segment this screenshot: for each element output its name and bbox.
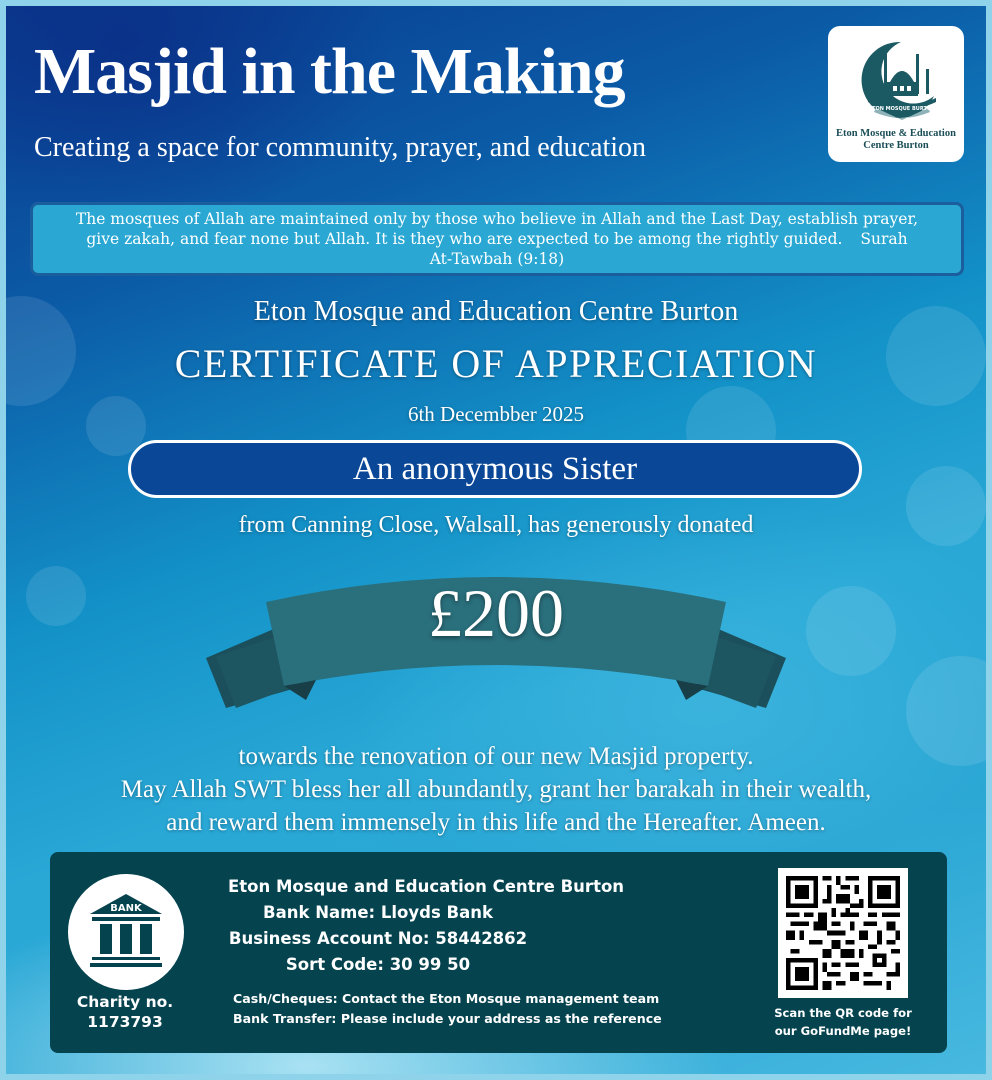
qr-caption-line1: Scan the QR code for xyxy=(774,1006,912,1020)
payment-notes xyxy=(233,989,662,1029)
quote-reference: Surah At-Tawbah (9:18) xyxy=(429,230,908,268)
donor-name: An anonymous Sister xyxy=(128,440,862,498)
charity-number: 1173793 xyxy=(87,1013,163,1031)
transfer-note: Bank Transfer: Please include your address as the reference xyxy=(233,1011,662,1026)
bank-account-info xyxy=(228,874,625,978)
bank-badge xyxy=(68,874,184,990)
qr-caption xyxy=(760,1004,926,1040)
mosque-crescent-book-logo-icon xyxy=(846,34,946,126)
charity-label: Charity no. xyxy=(76,993,174,1011)
cash-note: Cash/Cheques: Contact the Eton Mosque management team xyxy=(233,991,660,1006)
svg-text:BANK: BANK xyxy=(110,903,142,914)
account-number: Business Account No: 58442862 xyxy=(228,929,528,948)
charity-number-block xyxy=(50,992,200,1032)
account-name: Eton Mosque and Education Centre Burton xyxy=(228,877,625,896)
page-title: Masjid in the Making xyxy=(34,35,625,108)
logo-caption-line2: Centre Burton xyxy=(863,140,929,151)
closing-line: and reward them immensely in this life and the Hereafter. Ameen. xyxy=(166,809,826,836)
mosque-logo xyxy=(828,26,964,162)
closing-message xyxy=(6,740,986,839)
page-subtitle: Creating a space for community, prayer, and education xyxy=(34,132,647,163)
bank-details-panel xyxy=(50,852,947,1053)
donor-location-line: from Canning Close, Walsall, has generously donated xyxy=(238,512,754,538)
svg-text:ETON MOSQUE BURTON: ETON MOSQUE BURTON xyxy=(868,106,936,112)
bank-name: Bank Name: Lloyds Bank xyxy=(263,903,493,922)
closing-line: May Allah SWT bless her all abundantly, grant her barakah in their wealth, xyxy=(120,776,872,803)
donation-amount: £200 xyxy=(428,575,564,651)
logo-caption xyxy=(836,128,956,152)
certificate-title: CERTIFICATE OF APPRECIATION xyxy=(174,341,818,386)
bank-icon xyxy=(88,892,164,970)
quote-text: The mosques of Allah are maintained only by those who believe in Allah and the Last Day, establish prayer, give zakah, and fear none but Allah. It is they who are expected to be among the rightly guided. xyxy=(75,210,919,248)
sort-code: Sort Code: 30 99 50 xyxy=(285,955,471,974)
qr-caption-line2: our GoFundMe page! xyxy=(774,1024,912,1038)
certificate-canvas xyxy=(6,6,986,1074)
logo-caption-line1: Eton Mosque & Education xyxy=(836,128,956,139)
quran-quote-box xyxy=(30,202,964,276)
closing-line: towards the renovation of our new Masjid property. xyxy=(238,743,754,770)
gofundme-qr-code[interactable] xyxy=(778,868,908,998)
qr-code-icon xyxy=(786,876,900,990)
certificate-date: 6th Decembber 2025 xyxy=(407,402,585,426)
organisation-name: Eton Mosque and Education Centre Burton xyxy=(253,296,739,327)
